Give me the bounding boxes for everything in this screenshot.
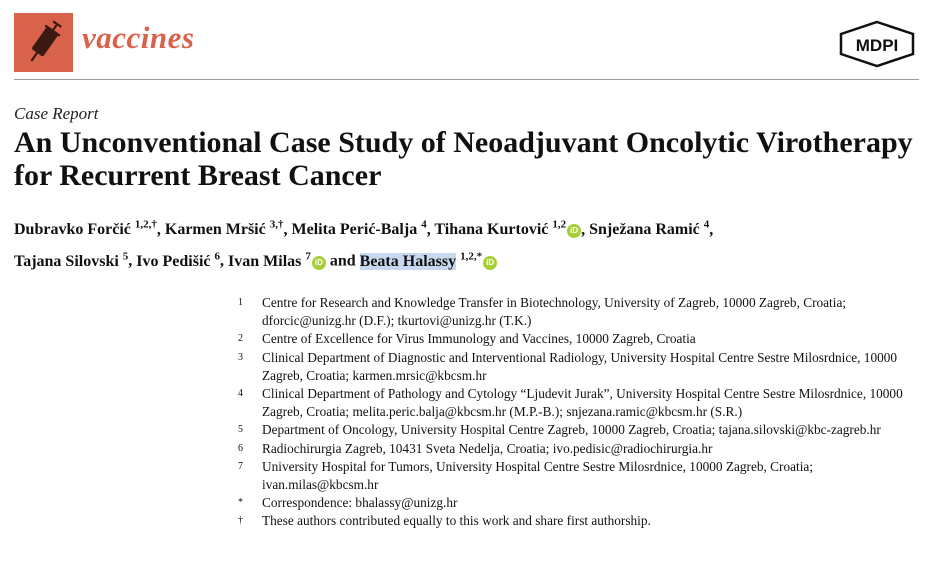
affiliation-item xyxy=(236,349,926,385)
author-name[interactable]: Beata Halassy xyxy=(359,252,457,270)
affiliation-item xyxy=(236,512,926,530)
affiliation-mark: 7 xyxy=(238,460,243,472)
author[interactable] xyxy=(434,221,581,238)
journal-name[interactable]: vaccines xyxy=(82,20,195,55)
affiliation-item xyxy=(236,421,926,439)
affiliation-mark: 6 xyxy=(238,442,243,454)
author[interactable] xyxy=(136,250,221,270)
author-name[interactable]: Ivo Pedišić xyxy=(136,252,211,270)
author[interactable] xyxy=(14,250,129,270)
syringe-icon xyxy=(19,18,69,68)
journal-header xyxy=(0,0,931,80)
author-name[interactable]: Tihana Kurtović xyxy=(434,221,549,239)
article-type: Case Report xyxy=(14,104,99,123)
author[interactable] xyxy=(359,250,497,270)
affiliation-text: Clinical Department of Diagnostic and Interventional Radiology, University Hospital Centre Sestre Milosrdnice, 10000 Zagreb, Croatia; karmen.mrsic@kbcsm.hr xyxy=(262,349,898,383)
affiliation-text: Radiochirurgia Zagreb, 10431 Sveta Nedelja, Croatia; ivo.pedisic@radiochirurgia.hr xyxy=(262,440,713,456)
affiliation-mark: 3 xyxy=(238,351,243,363)
affiliation-text: Centre for Research and Knowledge Transfer in Biotechnology, University of Zagreb, 10000 Zagreb, Croatia; dforcic@unizg.hr (D.F.); tkurtovi@unizg.hr (T.K.) xyxy=(262,295,847,329)
author-separator: and xyxy=(325,252,360,270)
author-affiliation-marks: 1,2,* xyxy=(460,250,483,263)
affiliation-text: University Hospital for Tumors, University Hospital Centre Sestre Milosrdnice, 10000 Zagreb, Croatia; ivan.milas@kbcsm.hr xyxy=(262,458,814,493)
header-divider xyxy=(14,79,919,80)
author-name[interactable]: Melita Perić-Balja xyxy=(291,221,418,239)
affiliation-item xyxy=(236,440,926,458)
author-affiliation-marks: 1,2,† xyxy=(134,219,157,231)
author[interactable] xyxy=(291,221,426,238)
author-affiliation-marks: 4 xyxy=(703,219,710,231)
affiliation-item xyxy=(236,385,926,421)
author-separator: , xyxy=(128,252,137,270)
publisher-name: MDPI xyxy=(855,36,899,55)
affiliation-mark: † xyxy=(238,515,243,527)
journal-logo[interactable] xyxy=(14,13,73,72)
orcid-icon[interactable]: iD xyxy=(312,256,326,270)
affiliation-mark: 5 xyxy=(238,424,243,436)
author-affiliation-marks: 6 xyxy=(214,250,221,263)
affiliation-mark: 4 xyxy=(238,388,243,400)
affiliation-mark: 2 xyxy=(238,333,243,345)
author[interactable] xyxy=(14,221,157,238)
affiliation-item xyxy=(236,494,926,512)
author-separator: , xyxy=(220,252,229,270)
author-name[interactable]: Snježana Ramić xyxy=(589,221,700,239)
author-affiliation-marks: 5 xyxy=(122,250,129,263)
affiliation-text: Clinical Department of Pathology and Cytology “Ljudevit Jurak”, University Hospital Centre Sestre Milosrdnice, 10000 Zagreb, Croatia; melita.peric.balja@kbcsm.hr (M.P.-B.); snjezana.ramic@kbcsm.hr (S.R.) xyxy=(262,386,903,420)
author-separator: , xyxy=(156,221,165,239)
author-separator: , xyxy=(283,221,292,239)
affiliation-item xyxy=(236,330,926,348)
article-title: An Unconventional Case Study of Neoadjuvant Oncolytic Virotherapy for Recurrent Breast Cancer xyxy=(14,126,913,192)
orcid-icon[interactable]: iD xyxy=(483,256,497,270)
author-list xyxy=(14,212,919,275)
author-separator: , xyxy=(426,221,435,239)
author-separator: , xyxy=(709,221,714,239)
affiliation-text: Department of Oncology, University Hospital Centre Zagreb, 10000 Zagreb, Croatia; tajana.silovski@kbc-zagreb.hr xyxy=(262,422,881,438)
author-name[interactable]: Karmen Mršić xyxy=(164,221,266,239)
affiliation-text: Centre of Excellence for Virus Immunology and Vaccines, 10000 Zagreb, Croatia xyxy=(262,331,696,347)
affiliation-item xyxy=(236,458,926,494)
affiliation-item xyxy=(236,294,926,330)
author[interactable] xyxy=(228,250,326,270)
author[interactable] xyxy=(589,221,709,238)
author[interactable] xyxy=(165,221,284,238)
affiliation-mark: 1 xyxy=(238,297,243,308)
mdpi-logo[interactable] xyxy=(838,20,916,68)
orcid-icon[interactable]: iD xyxy=(567,224,581,238)
author-affiliation-marks: 3,† xyxy=(269,219,284,231)
author-name[interactable]: Tajana Silovski xyxy=(14,252,119,270)
author-affiliation-marks: 4 xyxy=(421,219,427,231)
author-name[interactable]: Ivan Milas xyxy=(228,252,302,270)
author-affiliation-marks: 1,2 xyxy=(552,219,567,231)
affiliation-text: These authors contributed equally to this work and share first authorship. xyxy=(262,513,651,529)
author-separator: , xyxy=(581,221,590,239)
author-affiliation-marks: 7 xyxy=(305,250,311,263)
affiliation-mark: * xyxy=(238,497,243,509)
affiliation-list xyxy=(236,294,926,531)
affiliation-text: Correspondence: bhalassy@unizg.hr xyxy=(262,495,458,511)
author-name[interactable]: Dubravko Forčić xyxy=(14,221,131,239)
